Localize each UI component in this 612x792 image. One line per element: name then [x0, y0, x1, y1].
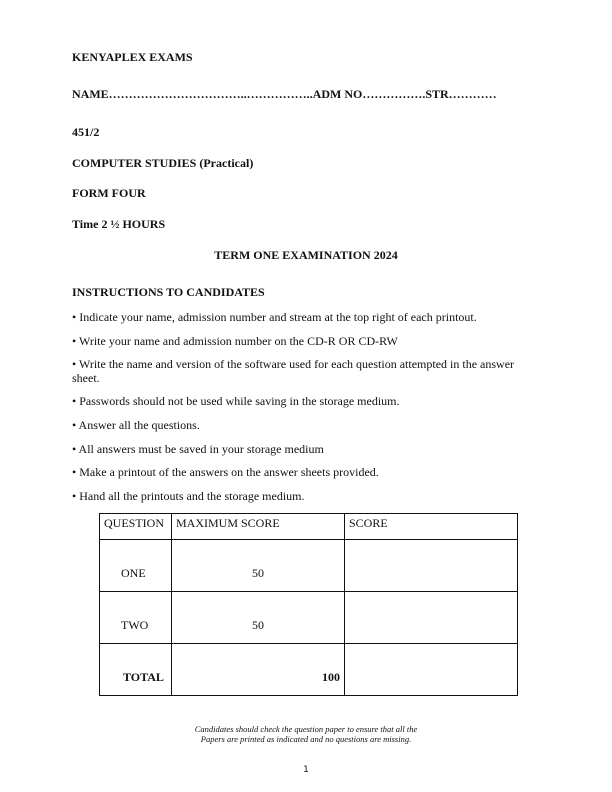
form-level: FORM FOUR	[72, 186, 146, 200]
candidate-details-line: NAME……………………………..……………..ADM NO…………….STR…………	[72, 87, 497, 101]
footer-note-line-2: Papers are printed as indicated and no questions are missing.	[200, 734, 412, 744]
score-cell	[345, 592, 518, 644]
header-question-label: QUESTION	[104, 516, 164, 530]
header-max-score	[172, 514, 345, 540]
table-row	[100, 592, 518, 644]
organization-name: KENYAPLEX EXAMS	[72, 50, 193, 64]
paper-code: 451/2	[72, 125, 100, 139]
instructions-heading: INSTRUCTIONS TO CANDIDATES	[72, 285, 265, 299]
instruction-item: • All answers must be saved in your storage medium	[72, 442, 324, 456]
total-max-score-value: 100	[322, 670, 340, 684]
exam-title: TERM ONE EXAMINATION 2024	[214, 248, 398, 262]
question-label: TWO	[121, 618, 149, 632]
total-label: TOTAL	[123, 670, 164, 684]
page-number: 1	[303, 765, 309, 775]
max-score-value: 50	[252, 618, 264, 632]
question-cell	[100, 592, 172, 644]
max-score-value: 50	[252, 566, 264, 580]
max-score-cell	[172, 644, 345, 696]
score-table-header	[100, 514, 518, 540]
question-cell	[100, 644, 172, 696]
header-max-score-label: MAXIMUM SCORE	[176, 516, 280, 530]
question-label: ONE	[121, 566, 146, 580]
table-row	[100, 540, 518, 592]
header-score	[345, 514, 518, 540]
score-table	[99, 513, 518, 696]
instruction-item: • Write your name and admission number on the CD-R OR CD-RW	[72, 334, 398, 348]
instruction-item: • Passwords should not be used while saving in the storage medium.	[72, 394, 400, 408]
time-allowed: Time 2 ½ HOURS	[72, 217, 166, 231]
instruction-item: • Hand all the printouts and the storage medium.	[72, 489, 305, 503]
header-score-label: SCORE	[349, 516, 388, 530]
max-score-cell	[172, 540, 345, 592]
header-question	[100, 514, 172, 540]
question-cell	[100, 540, 172, 592]
instruction-item: • Indicate your name, admission number and stream at the top right of each printout.	[72, 310, 477, 324]
footer-note-line-1: Candidates should check the question paper to ensure that all the	[194, 724, 418, 734]
instruction-item: • Make a printout of the answers on the answer sheets provided.	[72, 465, 379, 479]
instruction-item: • Answer all the questions.	[72, 418, 200, 432]
max-score-cell	[172, 592, 345, 644]
table-row-total	[100, 644, 518, 696]
subject-title: COMPUTER STUDIES (Practical)	[72, 156, 254, 170]
score-cell	[345, 644, 518, 696]
instruction-item: • Write the name and version of the software used for each question attempted in the answer sheet.	[72, 357, 515, 385]
score-cell	[345, 540, 518, 592]
